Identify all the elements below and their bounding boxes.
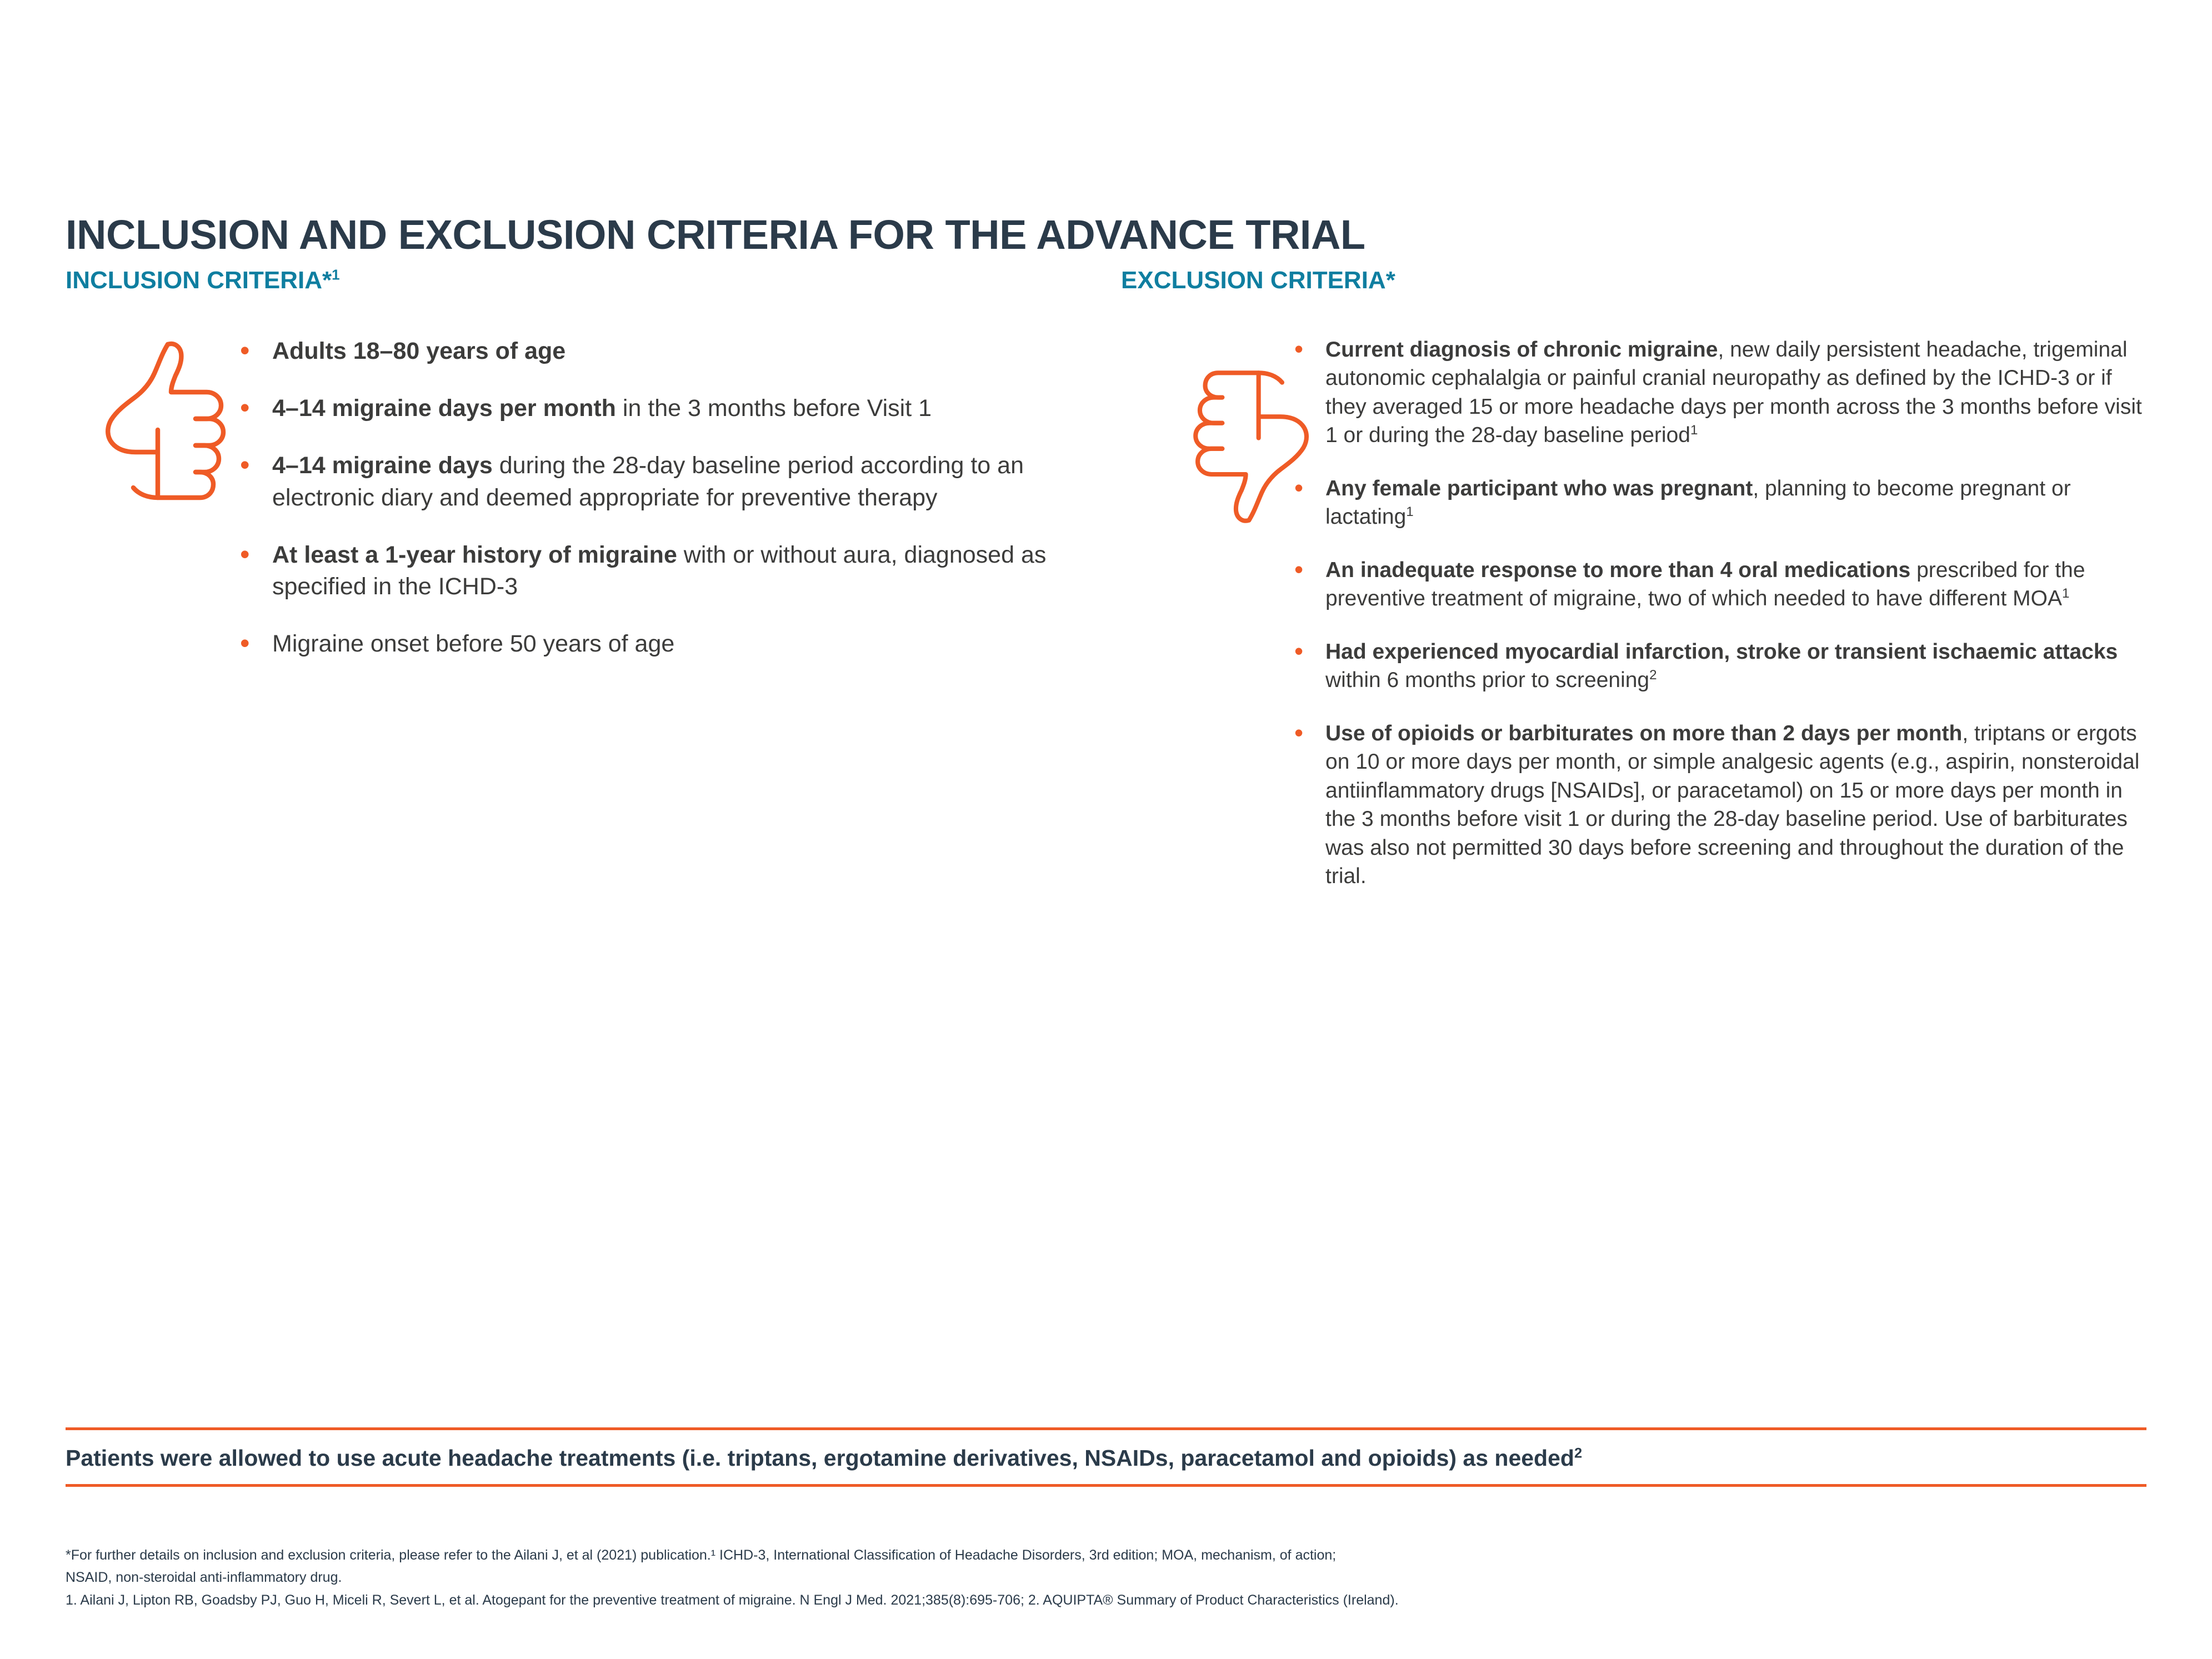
list-item xyxy=(232,539,1121,603)
exclusion-list xyxy=(1288,335,2146,915)
item-bold: At least a 1-year history of migraine xyxy=(272,541,677,568)
page-title: INCLUSION AND EXCLUSION CRITERIA FOR THE ADVANCE TRIAL xyxy=(66,211,1365,258)
list-item xyxy=(1288,638,2146,695)
inclusion-column xyxy=(66,267,1121,915)
inclusion-body xyxy=(66,335,1121,685)
list-item xyxy=(1288,335,2146,450)
footer-statement-band xyxy=(66,1427,2146,1487)
footnote-line-1: *For further details on inclusion and exclusion criteria, please refer to the Ailani J, et al (2021) publication.¹ ICHD-3, International Classification of Headache Disorders, 3rd edition; MOA, mechanism, of action; xyxy=(66,1547,1337,1563)
list-item xyxy=(1288,719,2146,891)
thumbs-up-icon xyxy=(104,335,249,535)
exclusion-body xyxy=(1121,335,2146,915)
item-sup: 2 xyxy=(1649,668,1657,683)
list-item xyxy=(232,450,1121,513)
item-rest: , planning to become pregnant or lactating xyxy=(1325,476,2071,529)
item-bold: Use of opioids or barbiturates on more than 2 days per month xyxy=(1325,721,1963,745)
thumbs-down-icon-wrap xyxy=(1121,335,1288,915)
exclusion-heading: EXCLUSION CRITERIA* xyxy=(1121,267,1395,294)
thumbs-up-icon-wrap xyxy=(66,335,232,685)
references-block xyxy=(66,1545,2146,1612)
item-rest: , triptans or ergots on 10 or more days per month, or simple analgesic agents (e.g., aspirin, nonsteroidal antiinflammatory drugs [NSAIDs], or paracetamol) on 15 or more days per month in the 3 months before visit 1 or during the 28-day baseline period. Use of barbiturates was also not permitted 30 days before screening and throughout the duration of the trial. xyxy=(1325,721,2140,889)
item-bold: Any female participant who was pregnant xyxy=(1325,476,1753,500)
list-item xyxy=(232,393,1121,424)
item-rest: , new daily persistent headache, trigeminal autonomic cephalalgia or painful cranial neuropathy as defined by the ICHD-3 or if they averaged 15 or more headache days per month across the 3 months before visit 1 or during the 28-day baseline period xyxy=(1325,338,2142,448)
inclusion-heading-sup: 1 xyxy=(332,266,340,283)
footer-statement-text: Patients were allowed to use acute headache treatments (i.e. triptans, ergotamine derivatives, NSAIDs, paracetamol and opioids) as needed xyxy=(66,1445,1574,1471)
exclusion-column xyxy=(1121,267,2146,915)
item-rest: during the 28-day baseline period according to an electronic diary and deemed appropriate for preventive therapy xyxy=(272,452,1024,511)
list-item xyxy=(1288,556,2146,613)
inclusion-list xyxy=(232,335,1121,685)
criteria-columns xyxy=(66,267,2146,915)
list-item xyxy=(232,628,1121,660)
inclusion-heading xyxy=(66,267,1121,294)
item-rest: Migraine onset before 50 years of age xyxy=(272,630,675,658)
list-item xyxy=(232,335,1121,367)
divider-bottom xyxy=(66,1484,2146,1487)
item-rest: with or without aura, diagnosed as specified in the ICHD-3 xyxy=(272,541,1047,600)
item-sup: 1 xyxy=(1406,504,1414,520)
list-item xyxy=(1288,474,2146,532)
item-rest: within 6 months prior to screening xyxy=(1325,668,1650,693)
footer-statement-sup: 2 xyxy=(1574,1445,1583,1461)
item-bold: An inadequate response to more than 4 oral medications xyxy=(1325,558,1911,582)
item-rest: in the 3 months before Visit 1 xyxy=(615,395,932,422)
item-bold: Had experienced myocardial infarction, stroke or transient ischaemic attacks xyxy=(1325,639,2118,664)
footnote-line-2: NSAID, non-steroidal anti-inflammatory drug. xyxy=(66,1570,342,1586)
item-bold: Adults 18–80 years of age xyxy=(272,338,566,364)
item-bold: Current diagnosis of chronic migraine xyxy=(1325,338,1718,362)
footer-statement xyxy=(66,1430,2146,1484)
item-sup: 1 xyxy=(1690,423,1698,438)
inclusion-heading-text: INCLUSION CRITERIA* xyxy=(66,267,332,294)
item-bold: 4–14 migraine days xyxy=(272,452,493,479)
item-rest: prescribed for the preventive treatment of migraine, two of which needed to have different MOA xyxy=(1325,558,2085,611)
item-bold: 4–14 migraine days per month xyxy=(272,395,616,422)
footnote-line-3: 1. Ailani J, Lipton RB, Goadsby PJ, Guo H, Miceli R, Severt L, et al. Atogepant for the preventive treatment of migraine. N Engl J Med. 2021;385(8):695-706; 2. AQUIPTA® Summary of Product Characteristics (Ireland). xyxy=(66,1592,1399,1608)
item-sup: 1 xyxy=(2062,586,2070,602)
